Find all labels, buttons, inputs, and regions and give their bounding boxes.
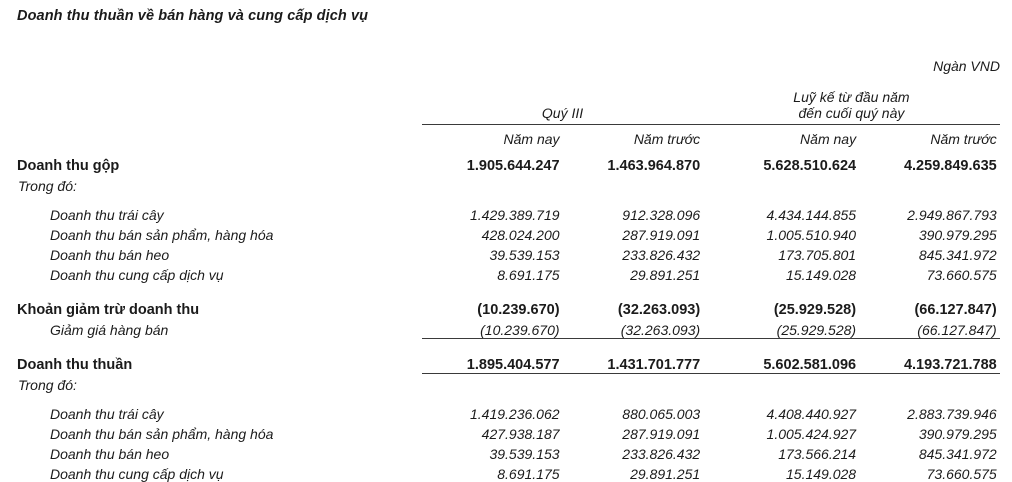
column-header-quarter-prior: Năm trước	[633, 131, 701, 147]
row-trailing-blank	[1000, 223, 1012, 243]
column-subheader-row	[0, 124, 1012, 151]
table-row-gross-services	[0, 263, 1012, 283]
table-row-trong-do-net	[0, 373, 1012, 393]
column-group-cumulative-line2: đến cuối quý này	[798, 104, 905, 121]
sales-discount-cumulative-current: (25.929.528)	[703, 318, 859, 338]
column-group-header-row	[0, 78, 1012, 124]
net-services-cumulative-prior: 73.660.575	[926, 466, 997, 482]
trong-do-gross-blank-2	[563, 174, 704, 194]
row-label-trong-do-gross: Trong đó:	[18, 178, 77, 194]
gross-revenue-cumulative-current: 5.628.510.624	[763, 158, 857, 174]
table-row-trong-do-gross	[0, 174, 1012, 194]
gross-services-cumulative-prior: 73.660.575	[926, 267, 997, 283]
spacer-cell	[422, 338, 563, 350]
spacer-cell	[0, 194, 422, 203]
row-label-deductions: Khoản giảm trừ doanh thu	[17, 302, 200, 318]
row-trailing-blank	[1000, 174, 1012, 194]
row-label-net-goods: Doanh thu bán sản phẩm, hàng hóa	[50, 426, 274, 442]
net-fruit-cumulative-prior: 2.883.739.946	[907, 406, 997, 422]
table-row-net-pigs	[0, 442, 1012, 462]
row-label-net-revenue: Doanh thu thuần	[17, 357, 133, 373]
trong-do-gross-blank-1	[422, 174, 563, 194]
net-pigs-cumulative-current: 173.566.214	[778, 446, 857, 462]
row-trailing-blank	[1000, 263, 1012, 283]
spacer-cell	[703, 393, 859, 402]
column-header-cumulative-prior: Năm trước	[930, 131, 997, 147]
table-row-gross-revenue	[0, 151, 1012, 174]
row-trailing-blank	[1000, 350, 1012, 373]
spacer-cell	[422, 194, 563, 203]
table-row-net-fruit	[0, 402, 1012, 422]
subheader-label-blank	[0, 124, 422, 151]
row-trailing-blank	[1000, 422, 1012, 442]
spacer-cell	[563, 0, 704, 78]
gross-fruit-quarter-current: 1.429.389.719	[470, 207, 560, 223]
net-fruit-quarter-current: 1.419.236.062	[470, 406, 560, 422]
sales-discount-quarter-current: (10.239.670)	[422, 318, 563, 338]
trong-do-net-blank-2	[563, 373, 704, 393]
spacer-cell	[1000, 194, 1012, 203]
gross-revenue-cumulative-prior: 4.259.849.635	[903, 158, 997, 174]
row-label-net-pigs: Doanh thu bán heo	[50, 446, 170, 462]
row-trailing-blank	[1000, 243, 1012, 263]
group-header-trailing-blank	[1000, 78, 1012, 124]
group-header-label-blank	[0, 78, 422, 124]
deductions-cumulative-current: (25.929.528)	[773, 302, 857, 318]
deductions-cumulative-prior: (66.127.847)	[914, 302, 997, 318]
row-label-gross-revenue: Doanh thu gộp	[17, 158, 120, 174]
column-group-cumulative-line1: Luỹ kế từ đầu năm	[793, 88, 910, 105]
trong-do-net-blank-4	[859, 373, 1000, 393]
spacer-cell	[0, 283, 422, 295]
spacer-cell	[859, 393, 1000, 402]
column-header-quarter-current: Năm nay	[503, 131, 560, 147]
gross-fruit-quarter-prior: 912.328.096	[622, 207, 701, 223]
spacer-cell	[703, 283, 859, 295]
net-pigs-cumulative-prior: 845.341.972	[918, 446, 997, 462]
spacer-cell	[563, 393, 704, 402]
gross-revenue-quarter-prior: 1.463.964.870	[607, 158, 701, 174]
gross-fruit-cumulative-current: 4.434.144.855	[766, 207, 857, 223]
row-label-net-services: Doanh thu cung cấp dịch vụ	[50, 466, 224, 482]
table-row-net-goods	[0, 422, 1012, 442]
row-trailing-blank	[1000, 295, 1012, 318]
trong-do-gross-blank-3	[703, 174, 859, 194]
spacer-cell	[0, 393, 422, 402]
gross-fruit-cumulative-prior: 2.949.867.793	[907, 207, 997, 223]
spacer-cell	[1000, 393, 1012, 402]
spacer-cell	[422, 283, 563, 295]
spacer-cell	[563, 283, 704, 295]
gross-services-quarter-current: 8.691.175	[497, 267, 560, 283]
header-spacer-row	[0, 0, 1012, 78]
sales-discount-cumulative-prior: (66.127.847)	[859, 318, 1000, 338]
row-label-net-fruit: Doanh thu trái cây	[50, 406, 164, 422]
net-pigs-quarter-current: 39.539.153	[489, 446, 560, 462]
gross-pigs-quarter-current: 39.539.153	[489, 247, 560, 263]
net-pigs-quarter-prior: 233.826.432	[622, 446, 701, 462]
gross-pigs-cumulative-prior: 845.341.972	[918, 247, 997, 263]
net-revenue-cumulative-current: 5.602.581.096	[703, 350, 859, 373]
spacer-cell	[563, 194, 704, 203]
spacer-cell	[859, 283, 1000, 295]
net-revenue-cumulative-prior: 4.193.721.788	[859, 350, 1000, 373]
trong-do-net-blank-1	[422, 373, 563, 393]
spacer-cell	[1000, 0, 1012, 78]
trong-do-gross-blank-4	[859, 174, 1000, 194]
spacer-cell	[563, 338, 704, 350]
spacer-cell	[859, 194, 1000, 203]
gap-row	[0, 283, 1012, 295]
gross-goods-quarter-current: 428.024.200	[481, 227, 560, 243]
gap-row	[0, 338, 1012, 350]
spacer-cell	[703, 0, 859, 78]
gross-goods-cumulative-current: 1.005.510.940	[766, 227, 857, 243]
table-row-net-revenue	[0, 350, 1012, 373]
table-row-gross-fruit	[0, 203, 1012, 223]
spacer-cell	[1000, 283, 1012, 295]
gap-row	[0, 194, 1012, 203]
net-services-quarter-current: 8.691.175	[497, 466, 560, 482]
gross-services-cumulative-current: 15.149.028	[786, 267, 857, 283]
row-trailing-blank	[1000, 203, 1012, 223]
net-goods-cumulative-current: 1.005.424.927	[766, 426, 857, 442]
row-trailing-blank	[1000, 151, 1012, 174]
row-label-gross-fruit: Doanh thu trái cây	[50, 207, 164, 223]
net-services-quarter-prior: 29.891.251	[630, 466, 701, 482]
gross-pigs-quarter-prior: 233.826.432	[622, 247, 701, 263]
row-label-trong-do-net: Trong đó:	[18, 377, 77, 393]
subheader-trailing-blank	[1000, 124, 1012, 151]
row-label-sales-discount: Giảm giá hàng bán	[50, 322, 169, 338]
column-group-quarter: Quý III	[422, 78, 703, 124]
row-trailing-blank	[1000, 318, 1012, 338]
row-trailing-blank	[1000, 373, 1012, 393]
gross-services-quarter-prior: 29.891.251	[630, 267, 701, 283]
sales-discount-quarter-prior: (32.263.093)	[563, 318, 704, 338]
currency-units-note: Ngàn VND	[933, 58, 1000, 74]
spacer-cell	[859, 338, 1000, 350]
spacer-cell	[703, 338, 859, 350]
row-label-gross-pigs: Doanh thu bán heo	[50, 247, 170, 263]
gross-revenue-quarter-current: 1.905.644.247	[466, 158, 560, 174]
deductions-quarter-current: (10.239.670)	[477, 302, 560, 318]
net-revenue-quarter-current: 1.895.404.577	[422, 350, 563, 373]
gross-pigs-cumulative-current: 173.705.801	[778, 247, 857, 263]
spacer-cell	[422, 0, 563, 78]
net-services-cumulative-current: 15.149.028	[786, 466, 857, 482]
row-label-gross-goods: Doanh thu bán sản phẩm, hàng hóa	[50, 227, 274, 243]
spacer-cell	[1000, 338, 1012, 350]
row-trailing-blank	[1000, 462, 1012, 482]
spacer-cell	[703, 194, 859, 203]
table-row-net-services	[0, 462, 1012, 482]
row-trailing-blank	[1000, 442, 1012, 462]
spacer-cell	[0, 338, 422, 350]
net-fruit-quarter-prior: 880.065.003	[622, 406, 701, 422]
table-row-gross-goods	[0, 223, 1012, 243]
net-goods-quarter-prior: 287.919.091	[622, 426, 701, 442]
column-header-cumulative-current: Năm nay	[800, 131, 857, 147]
table-row-gross-pigs	[0, 243, 1012, 263]
net-revenue-quarter-prior: 1.431.701.777	[563, 350, 704, 373]
table-row-sales-discount	[0, 318, 1012, 338]
trong-do-net-blank-3	[703, 373, 859, 393]
table-row-deductions	[0, 295, 1012, 318]
spacer-cell	[0, 0, 422, 78]
row-trailing-blank	[1000, 402, 1012, 422]
deductions-quarter-prior: (32.263.093)	[617, 302, 701, 318]
net-goods-cumulative-prior: 390.979.295	[918, 426, 997, 442]
net-goods-quarter-current: 427.938.187	[481, 426, 560, 442]
column-group-cumulative	[703, 78, 1000, 124]
gross-goods-cumulative-prior: 390.979.295	[918, 227, 997, 243]
row-label-gross-services: Doanh thu cung cấp dịch vụ	[50, 267, 224, 283]
net-fruit-cumulative-current: 4.408.440.927	[766, 406, 857, 422]
page-title: Doanh thu thuần về bán hàng và cung cấp dịch vụ	[17, 8, 369, 24]
spacer-cell	[422, 393, 563, 402]
gap-row	[0, 393, 1012, 402]
spacer-cell	[859, 0, 1000, 78]
gross-goods-quarter-prior: 287.919.091	[622, 227, 701, 243]
